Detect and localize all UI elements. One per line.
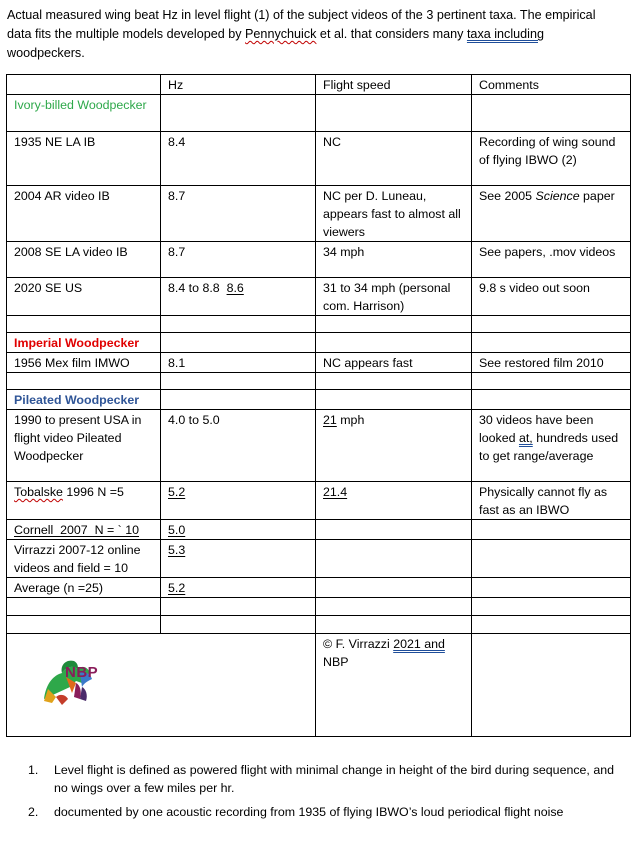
row-speed: NC per D. Luneau, appears fast to almost all viewers (316, 186, 472, 242)
table-row (7, 540, 631, 578)
header-row (7, 75, 631, 95)
table-row (7, 242, 631, 278)
row-hz: 8.4 to 8.8 8.6 (161, 278, 316, 316)
row-comment: See papers, .mov videos (472, 242, 631, 278)
row-comment: See 2005 Science paper (472, 186, 631, 242)
logo-cell (7, 634, 316, 737)
table-row (7, 353, 631, 373)
spacer-row (7, 316, 631, 333)
table-row (7, 333, 631, 353)
table-row (7, 410, 631, 482)
row-label: 1935 NE LA IB (7, 132, 161, 186)
row-label: 1990 to present USA in flight video Pileated Woodpecker (7, 410, 161, 482)
row-label: 1956 Mex film IMWO (7, 353, 161, 373)
intro-taxa-including: taxa including (466, 27, 544, 41)
intro-text-3: woodpeckers. (7, 46, 85, 60)
table-row (7, 482, 631, 520)
spacer-row (7, 598, 631, 616)
table-row (7, 278, 631, 316)
table-row (7, 95, 631, 132)
row-comment: Recording of wing sound of flying IBWO (2) (472, 132, 631, 186)
header-comments: Comments (472, 75, 631, 95)
species-pileated: Pileated Woodpecker (7, 390, 161, 410)
row-hz: 8.7 (161, 242, 316, 278)
row-speed: 31 to 34 mph (personal com. Harrison) (316, 278, 472, 316)
row-speed: NC (316, 132, 472, 186)
row-comment: 30 videos have been looked at, hundreds used to get range/average (472, 410, 631, 482)
row-label: 2008 SE LA video IB (7, 242, 161, 278)
row-speed: 34 mph (316, 242, 472, 278)
row-label: 2020 SE US (7, 278, 161, 316)
row-comment: Physically cannot fly as fast as an IBWO (472, 482, 631, 520)
footnote-1: 1. Level flight is defined as powered flight with minimal change in height of the bird during sequence, and no wings over a few miles per hr. (28, 763, 614, 795)
footer-row (7, 634, 631, 737)
table-row (7, 132, 631, 186)
species-imperial: Imperial Woodpecker (7, 333, 161, 353)
footnotes (28, 761, 628, 827)
table-row (7, 578, 631, 598)
table-row (7, 520, 631, 540)
intro-paragraph (7, 6, 607, 63)
row-comment: 9.8 s video out soon (472, 278, 631, 316)
row-hz: 8.1 (161, 353, 316, 373)
intro-text-2: et al. that considers many (316, 27, 467, 41)
spacer-row (7, 373, 631, 390)
table-row (7, 390, 631, 410)
row-comment: See restored film 2010 (472, 353, 631, 373)
copyright-cell: © F. Virrazzi 2021 and NBP (316, 634, 472, 737)
row-hz: 5.3 (161, 540, 316, 578)
header-hz: Hz (161, 75, 316, 95)
row-hz: 8.7 (161, 186, 316, 242)
row-label: Cornell 2007 N = ` 10 (7, 520, 161, 540)
row-label: Average (n =25) (7, 578, 161, 598)
row-hz: 8.4 (161, 132, 316, 186)
intro-pennycuick: Pennychuick (245, 27, 317, 41)
intro-text-1: Actual measured wing beat Hz in level flight (1) of the subject videos of the 3 pertinent taxa. The empirical data fits the multiple models developed by (7, 8, 596, 41)
species-ivory-billed: Ivory-billed Woodpecker (7, 95, 161, 132)
spacer-row (7, 616, 631, 634)
row-speed: 21 mph (316, 410, 472, 482)
footnote-2: 2. documented by one acoustic recording from 1935 of flying IBWO’s loud periodical flight noise (28, 805, 564, 819)
table-row (7, 186, 631, 242)
row-label: 2004 AR video IB (7, 186, 161, 242)
logo-text: NBP (65, 664, 99, 681)
wingbeat-table (6, 74, 631, 737)
row-hz: 5.2 (161, 578, 316, 598)
row-hz: 4.0 to 5.0 (161, 410, 316, 482)
header-blank (7, 75, 161, 95)
science-italic: Science (535, 189, 580, 203)
row-label: Virrazzi 2007-12 online videos and field = 10 (7, 540, 161, 578)
row-label: Tobalske 1996 N =5 (7, 482, 161, 520)
row-hz: 5.0 (161, 520, 316, 540)
row-speed: 21.4 (316, 482, 472, 520)
row-hz: 5.2 (161, 482, 316, 520)
row-speed: NC appears fast (316, 353, 472, 373)
header-flight-speed: Flight speed (316, 75, 472, 95)
